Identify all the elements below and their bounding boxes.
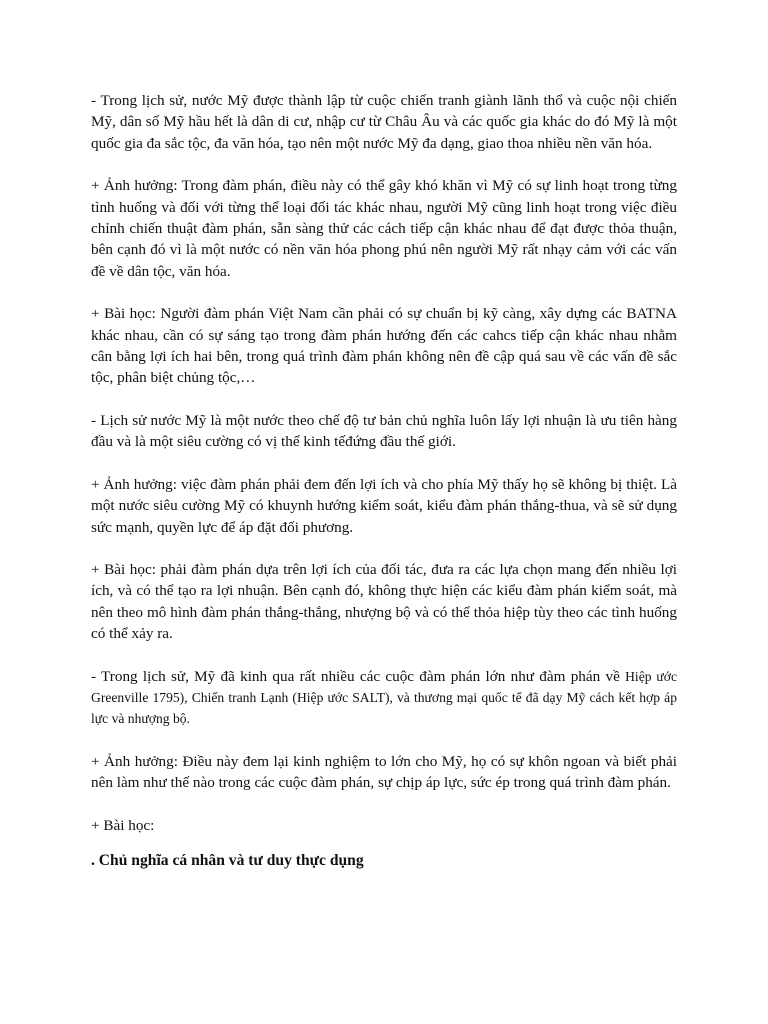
- paragraph-influence-experience: + Ảnh hưởng: Điều này đem lại kinh nghiệm to lớn cho Mỹ, họ có sự khôn ngoan và biết phải nên làm như thế nào trong các cuộc đàm phán, sự chịp áp lực, sức ép trong quá trình đàm phán.: [91, 752, 677, 792]
- paragraph-history-negotiations-lead: - Trong lịch sử, Mỹ đã kinh qua rất nhiều các cuộc đàm phán lớn như đàm phán về: [91, 667, 626, 685]
- paragraph-history-founding: - Trong lịch sử, nước Mỹ được thành lập từ cuộc chiến tranh giành lãnh thổ và cuộc nội chiến Mỹ, dân số Mỹ hầu hết là dân di cư, nhập cư từ Châu Âu và các quốc gia khác do đó Mỹ là một quốc gia đa sắc tộc, đa văn hóa, tạo nên một nước Mỹ đa dạng, giao thoa nhiều nền văn hóa.: [91, 92, 677, 152]
- paragraph-history-negotiations: [91, 666, 677, 730]
- section-heading: . Chủ nghĩa cá nhân và tư duy thực dụng: [91, 852, 364, 869]
- paragraph-lesson-preparation: + Bài học: Người đàm phán Việt Nam cần phải có sự chuẩn bị kỹ càng, xây dựng các BATNA khác nhau, cần có sự sáng tạo trong đàm phán hướng đến các cahcs tiếp cận khác nhau nhằm cân bằng lợi ích hai bên, trong quá trình đàm phán không nên đề cập quá sau về các vấn đề sắc tộc, phân biệt chủng tộc,…: [91, 305, 677, 387]
- paragraph-lesson-empty: + Bài học:: [91, 816, 155, 834]
- paragraph-influence-flexibility: + Ảnh hưởng: Trong đàm phán, điều này có thể gây khó khăn vì Mỹ có sự linh hoạt trong từng tình huống và đối với từng thể loại đối tác khác nhau, người Mỹ cũng linh hoạt trong việc điều chỉnh chiến thuật đàm phán, sẵn sàng thử các cách tiếp cận khác nhau để đạt được thỏa thuận, bên cạnh đó vì là một nước có nền văn hóa phong phú nên người Mỹ rất nhạy cảm với các vấn đề về dân tộc, văn hóa.: [91, 177, 677, 280]
- paragraph-history-negotiations-tail: Hiệp ước Greenville 1795), Chiến tranh Lạnh (Hiệp ước SALT), và thương mại quốc tế đã dạy Mỹ cách kết hợp áp lực và nhượng bộ.: [91, 668, 677, 727]
- paragraph-history-capitalism: - Lịch sử nước Mỹ là một nước theo chế độ tư bản chủ nghĩa luôn lấy lợi nhuận là ưu tiên hàng đầu và là một siêu cường có vị thế kinh tếđứng đầu thế giới.: [91, 411, 677, 451]
- paragraph-lesson-win-win: + Bài học: phải đàm phán dựa trên lợi ích của đối tác, đưa ra các lựa chọn mang đến nhiều lợi ích, và có thể tạo ra lợi nhuận. Bên cạnh đó, không thực hiện các kiểu đàm phán kiểm soát, mà nên theo mô hình đàm phán thắng-thắng, nhượng bộ và có thể thỏa hiệp tùy theo các tình huống có thể xảy ra.: [91, 560, 677, 643]
- paragraph-influence-control: + Ảnh hưởng: việc đàm phán phải đem đến lợi ích và cho phía Mỹ thấy họ sẽ không bị thiệt. Là một nước siêu cường Mỹ có khuynh hướng kiểm soát, kiểu đàm phán thắng-thua, và sẽ sử dụng sức mạnh, quyền lực để áp đặt đối phương.: [91, 475, 677, 536]
- document-body: [91, 90, 677, 857]
